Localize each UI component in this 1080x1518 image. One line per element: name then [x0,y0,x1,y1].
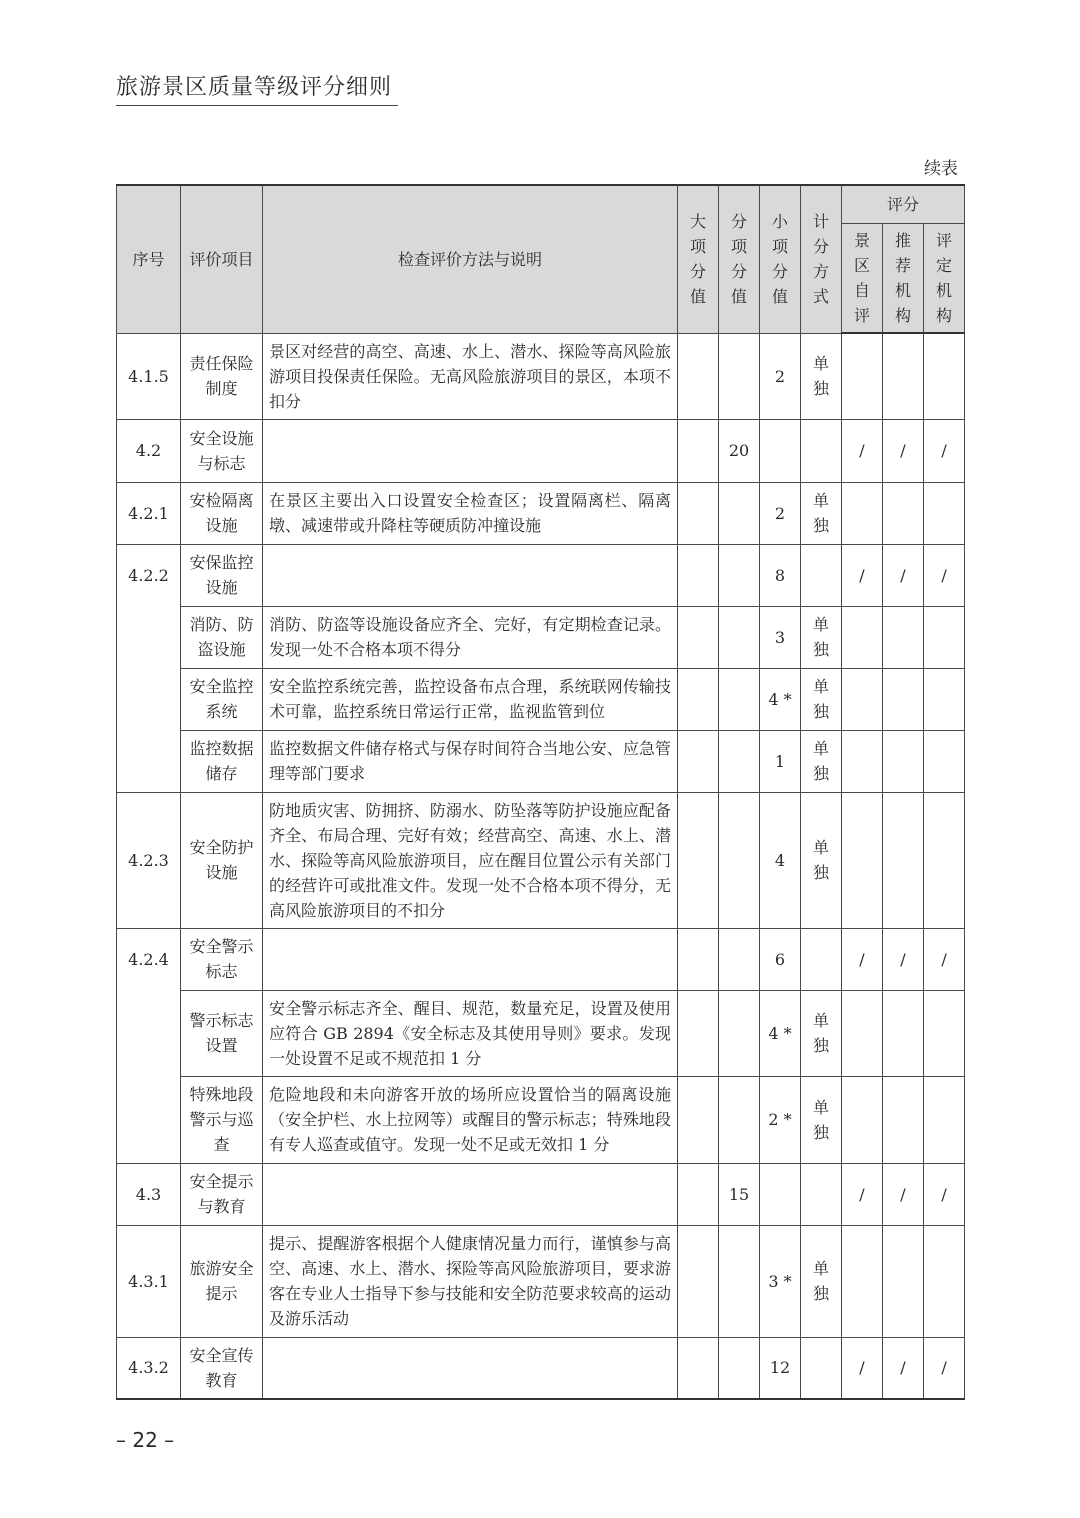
col-header-assess-text: 评定机构 [935,230,952,325]
cell-major [678,990,719,1076]
cell-mode-text: 单独 [812,354,829,398]
cell-method [263,419,678,482]
cell-mode [801,544,842,606]
cell-no: 4.2.3 [117,792,181,928]
col-header-major-text: 大项分值 [689,212,706,307]
cell-mode [801,1163,842,1225]
cell-method [263,1163,678,1225]
cell-major [678,606,719,668]
cell-major [678,668,719,730]
cell-mode [801,482,842,544]
cell-mode-text: 单独 [812,838,829,882]
cell-recommend: / [883,419,924,482]
continued-label: 续表 [924,159,958,179]
cell-self [842,990,883,1076]
cell-self: / [842,544,883,606]
cell-minor: 4 * [760,990,801,1076]
cell-self [842,1076,883,1163]
col-header-recommend [883,223,924,333]
cell-item: 特殊地段警示与巡查 [181,1076,263,1163]
cell-self: / [842,419,883,482]
table-row [117,606,965,668]
col-header-mode-text: 计分方式 [812,212,829,307]
table-row [117,730,965,792]
cell-method [263,544,678,606]
cell-mode [801,1076,842,1163]
cell-method: 在景区主要出入口设置安全检查区；设置隔离栏、隔离墩、减速带或升降柱等硬质防冲撞设施 [263,482,678,544]
cell-mode [801,668,842,730]
cell-major [678,1163,719,1225]
cell-recommend [883,482,924,544]
cell-mode [801,333,842,419]
cell-assess [924,482,965,544]
cell-mode [801,730,842,792]
cell-minor: 2 * [760,1076,801,1163]
cell-major [678,1337,719,1399]
cell-method: 安全警示标志齐全、醒目、规范，数量充足，设置及使用应符合 GB 2894《安全标志及其使用导则》要求。发现一处设置不足或不规范扣 1 分 [263,990,678,1076]
cell-mode [801,928,842,990]
cell-no: 4.2.2 [117,544,181,792]
cell-minor: 2 [760,333,801,419]
rating-table [116,184,965,1400]
cell-recommend [883,1225,924,1337]
cell-self [842,482,883,544]
cell-major [678,333,719,419]
cell-major [678,482,719,544]
cell-assess: / [924,928,965,990]
running-header: 旅游景区质量等级评分细则 [116,70,398,106]
cell-item: 安全监控系统 [181,668,263,730]
cell-recommend [883,990,924,1076]
cell-mode [801,792,842,928]
cell-no: 4.2.4 [117,928,181,1163]
cell-no: 4.3.2 [117,1337,181,1399]
cell-item: 安检隔离设施 [181,482,263,544]
cell-no: 4.3 [117,1163,181,1225]
cell-major [678,792,719,928]
col-header-assess [924,223,965,333]
table-row [117,1076,965,1163]
cell-recommend [883,668,924,730]
cell-assess [924,990,965,1076]
cell-mode [801,1337,842,1399]
cell-minor: 1 [760,730,801,792]
table-row [117,419,965,482]
cell-sub [719,544,760,606]
cell-assess: / [924,1337,965,1399]
cell-recommend [883,333,924,419]
cell-minor: 3 [760,606,801,668]
cell-recommend: / [883,928,924,990]
cell-major [678,730,719,792]
cell-major [678,544,719,606]
cell-recommend [883,606,924,668]
table-row [117,668,965,730]
cell-sub [719,1076,760,1163]
cell-self [842,792,883,928]
cell-self [842,606,883,668]
cell-item: 责任保险制度 [181,333,263,419]
cell-mode [801,606,842,668]
cell-method [263,1337,678,1399]
cell-self [842,1225,883,1337]
cell-recommend: / [883,1337,924,1399]
table-row [117,1163,965,1225]
cell-sub [719,482,760,544]
cell-assess [924,333,965,419]
cell-method: 提示、提醒游客根据个人健康情况量力而行，谨慎参与高空、高速、水上、潜水、探险等高风险旅游项目，要求游客在专业人士指导下参与技能和安全防范要求较高的运动及游乐活动 [263,1225,678,1337]
cell-minor [760,1163,801,1225]
cell-sub [719,333,760,419]
table-row [117,333,965,419]
table-row [117,792,965,928]
cell-minor: 3 * [760,1225,801,1337]
col-header-item: 评价项目 [181,185,263,333]
cell-major [678,928,719,990]
cell-self: / [842,1337,883,1399]
cell-item: 警示标志设置 [181,990,263,1076]
cell-major [678,1076,719,1163]
col-header-no: 序号 [117,185,181,333]
col-header-sub-text: 分项分值 [730,212,747,307]
cell-item: 安全警示标志 [181,928,263,990]
cell-assess [924,792,965,928]
cell-mode [801,419,842,482]
table-row [117,928,965,990]
cell-sub [719,990,760,1076]
cell-self: / [842,1163,883,1225]
cell-recommend [883,730,924,792]
cell-method: 景区对经营的高空、高速、水上、潜水、探险等高风险旅游项目投保责任保险。无高风险旅游项目的景区，本项不扣分 [263,333,678,419]
cell-no: 4.3.1 [117,1225,181,1337]
col-header-method: 检查评价方法与说明 [263,185,678,333]
cell-mode-text: 单独 [812,739,829,783]
cell-sub [719,606,760,668]
cell-minor: 4 [760,792,801,928]
cell-item: 安全提示与教育 [181,1163,263,1225]
cell-sub: 15 [719,1163,760,1225]
col-header-self [842,223,883,333]
cell-mode-text: 单独 [812,1259,829,1303]
cell-assess: / [924,1163,965,1225]
cell-sub: 20 [719,419,760,482]
cell-item: 安全设施与标志 [181,419,263,482]
cell-item: 消防、防盗设施 [181,606,263,668]
cell-assess: / [924,544,965,606]
cell-no: 4.1.5 [117,333,181,419]
cell-minor: 4 * [760,668,801,730]
col-header-sub [719,185,760,333]
cell-mode-text: 单独 [812,491,829,535]
cell-minor: 8 [760,544,801,606]
cell-mode-text: 单独 [812,677,829,721]
cell-mode-text: 单独 [812,1097,829,1142]
table-row [117,544,965,606]
cell-sub [719,1225,760,1337]
col-header-score: 评分 [842,185,965,223]
cell-method: 监控数据文件储存格式与保存时间符合当地公安、应急管理等部门要求 [263,730,678,792]
cell-item: 安全防护设施 [181,792,263,928]
cell-sub [719,1337,760,1399]
cell-method: 消防、防盗等设施设备应齐全、完好，有定期检查记录。发现一处不合格本项不得分 [263,606,678,668]
cell-recommend: / [883,544,924,606]
cell-recommend [883,792,924,928]
col-header-minor [760,185,801,333]
cell-assess [924,668,965,730]
cell-method: 防地质灾害、防拥挤、防溺水、防坠落等防护设施应配备齐全、布局合理、完好有效；经营高空、高速、水上、潜水、探险等高风险旅游项目，应在醒目位置公示有关部门的经营许可或批准文件。发现一处不合格本项不得分，无高风险旅游项目的不扣分 [263,792,678,928]
cell-method: 安全监控系统完善，监控设备布点合理，系统联网传输技术可靠，监控系统日常运行正常，监视监管到位 [263,668,678,730]
page-number: – 22 – [116,1428,175,1452]
col-header-self-text: 景区自评 [853,230,870,325]
col-header-mode [801,185,842,333]
cell-item: 监控数据储存 [181,730,263,792]
cell-no: 4.2.1 [117,482,181,544]
cell-assess: / [924,419,965,482]
cell-mode [801,1225,842,1337]
table-row [117,1225,965,1337]
cell-item: 安全宣传教育 [181,1337,263,1399]
cell-minor: 2 [760,482,801,544]
cell-sub [719,792,760,928]
table-row [117,990,965,1076]
table-row [117,482,965,544]
cell-sub [719,668,760,730]
cell-mode-text: 单独 [812,615,829,659]
cell-minor [760,419,801,482]
cell-no: 4.2 [117,419,181,482]
col-header-major [678,185,719,333]
cell-item: 旅游安全提示 [181,1225,263,1337]
cell-major [678,1225,719,1337]
cell-recommend [883,1076,924,1163]
table-row [117,1337,965,1399]
cell-sub [719,730,760,792]
cell-assess [924,1225,965,1337]
cell-item: 安保监控设施 [181,544,263,606]
cell-recommend: / [883,1163,924,1225]
cell-mode [801,990,842,1076]
col-header-minor-text: 小项分值 [771,212,788,307]
cell-assess [924,1076,965,1163]
cell-method: 危险地段和未向游客开放的场所应设置恰当的隔离设施（安全护栏、水上拉网等）或醒目的警示标志；特殊地段有专人巡查或值守。发现一处不足或无效扣 1 分 [263,1076,678,1163]
cell-sub [719,928,760,990]
cell-mode-text: 单独 [812,1011,829,1055]
cell-self: / [842,928,883,990]
cell-minor: 6 [760,928,801,990]
cell-method [263,928,678,990]
col-header-recommend-text: 推荐机构 [894,230,911,325]
cell-self [842,333,883,419]
cell-self [842,668,883,730]
cell-major [678,419,719,482]
cell-assess [924,730,965,792]
cell-minor: 12 [760,1337,801,1399]
cell-self [842,730,883,792]
cell-assess [924,606,965,668]
